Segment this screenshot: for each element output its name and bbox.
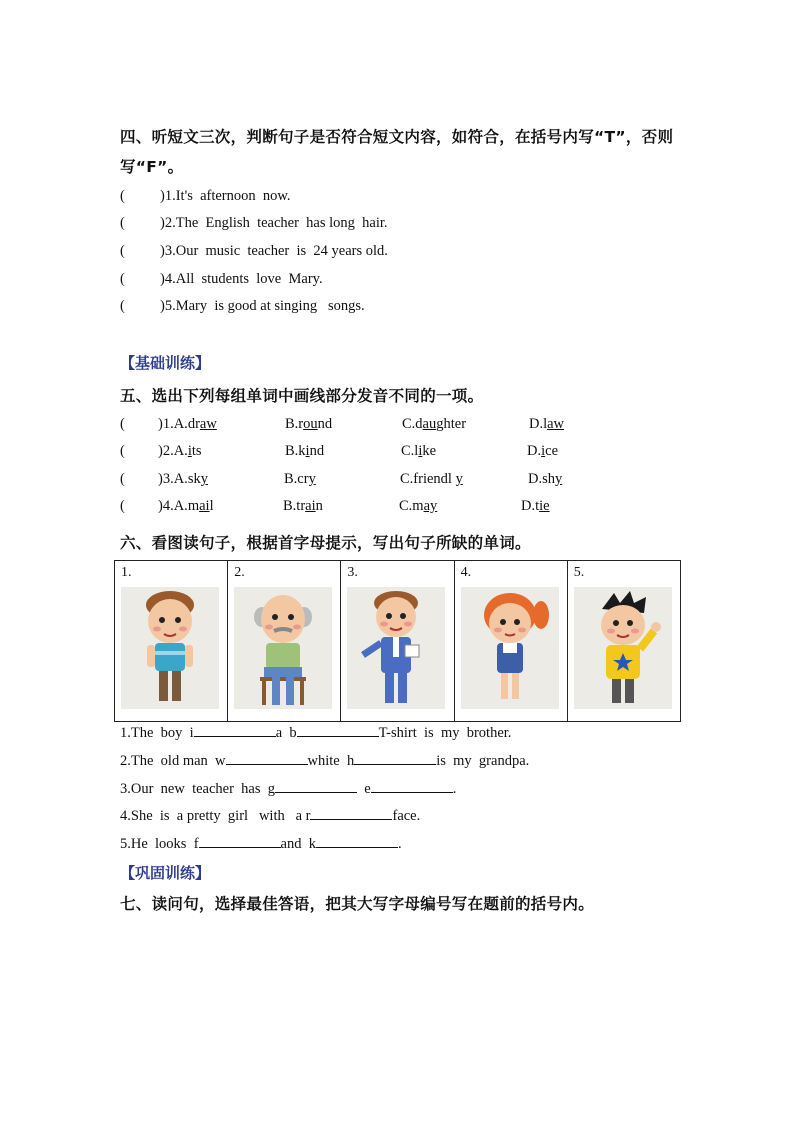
boy-waving-image: [574, 587, 672, 709]
answer-blank[interactable]: [199, 835, 281, 848]
picture-number: 5.: [573, 565, 585, 580]
s5-row2-b: B.kind: [285, 443, 325, 459]
s5-row4-b: B.train: [283, 498, 323, 514]
s5-row3-paren: (: [120, 471, 125, 487]
section4-title-line1: 四、听短文三次，判断句子是否符合短文内容，如符合，在括号内写“T”，否则: [120, 128, 674, 146]
section4-title-line2: 写“F”。: [120, 158, 184, 176]
basic-training-tag: 【基础训练】: [120, 354, 211, 372]
picture-cell-3: [341, 561, 454, 722]
answer-blank[interactable]: [354, 752, 436, 765]
picture-number: 4.: [460, 565, 472, 580]
section4-item-2: ( )2.The English teacher has long hair.: [120, 215, 388, 231]
old-man-image: [234, 587, 332, 709]
s5-row4-paren: (: [120, 498, 125, 514]
s6-sentence-1: 1.The boy i a b T-shirt is my brother.: [120, 725, 512, 741]
section4-item-3: ( )3.Our music teacher is 24 years old.: [120, 243, 388, 259]
s5-row3-b: B.cry: [284, 471, 316, 487]
section7-title: 七、读问句，选择最佳答语，把其大写字母编号写在题前的括号内。: [120, 895, 595, 913]
section4-item-1: ( )1.It's afternoon now.: [120, 188, 291, 204]
picture-cell-2: [228, 561, 341, 722]
picture-number: 1.: [121, 565, 132, 580]
s5-row1-c: C.daughter: [402, 416, 467, 432]
s5-row4-d: D.tie: [521, 498, 550, 514]
s5-row3-a: )3.A.sky: [158, 471, 208, 487]
teacher-image: [347, 587, 445, 709]
picture-cell-4: [454, 561, 567, 722]
section5-title: 五、选出下列每组单词中画线部分发音不同的一项。: [120, 387, 484, 405]
s5-row1-a: )1.A.draw: [158, 416, 217, 432]
answer-blank[interactable]: [371, 780, 453, 793]
s6-sentence-3: 3.Our new teacher has g e .: [120, 781, 457, 797]
answer-blank[interactable]: [275, 780, 357, 793]
girl-image: [461, 587, 559, 709]
s5-row4-a: )4.A.mail: [158, 498, 214, 514]
s5-row2-a: )2.A.its: [158, 443, 202, 459]
s5-row1-paren: (: [120, 416, 125, 432]
s5-row3-c: C.friendl y: [400, 471, 463, 487]
answer-blank[interactable]: [316, 835, 398, 848]
consolidate-training-tag: 【巩固训练】: [120, 864, 211, 882]
s5-row3-d: D.shy: [528, 471, 563, 487]
picture-cell-1: [115, 561, 228, 722]
picture-number: 3.: [347, 565, 358, 580]
picture-number: 2.: [234, 565, 245, 580]
s5-row2-paren: (: [120, 443, 125, 459]
s5-row1-b: B.round: [285, 416, 333, 432]
answer-blank[interactable]: [297, 724, 379, 737]
answer-blank[interactable]: [310, 807, 392, 820]
boy-blue-tshirt-image: [121, 587, 219, 709]
section4-item-5: ( )5.Mary is good at singing songs.: [120, 298, 365, 314]
s5-row2-d: D.ice: [527, 443, 559, 459]
s6-sentence-5: 5.He looks f and k .: [120, 836, 402, 852]
s6-sentence-4: 4.She is a pretty girl with a r face.: [120, 808, 421, 824]
s5-row1-d: D.law: [529, 416, 565, 432]
section4-item-4: ( )4.All students love Mary.: [120, 271, 323, 287]
s5-row4-c: C.may: [399, 498, 438, 514]
picture-table: [114, 560, 681, 722]
s6-sentence-2: 2.The old man w white h is my grandpa.: [120, 753, 530, 769]
answer-blank[interactable]: [194, 724, 276, 737]
section6-title: 六、看图读句子，根据首字母提示，写出句子所缺的单词。: [120, 534, 531, 552]
picture-cell-5: [567, 561, 680, 722]
s5-row2-c: C.like: [401, 443, 437, 459]
answer-blank[interactable]: [226, 752, 308, 765]
